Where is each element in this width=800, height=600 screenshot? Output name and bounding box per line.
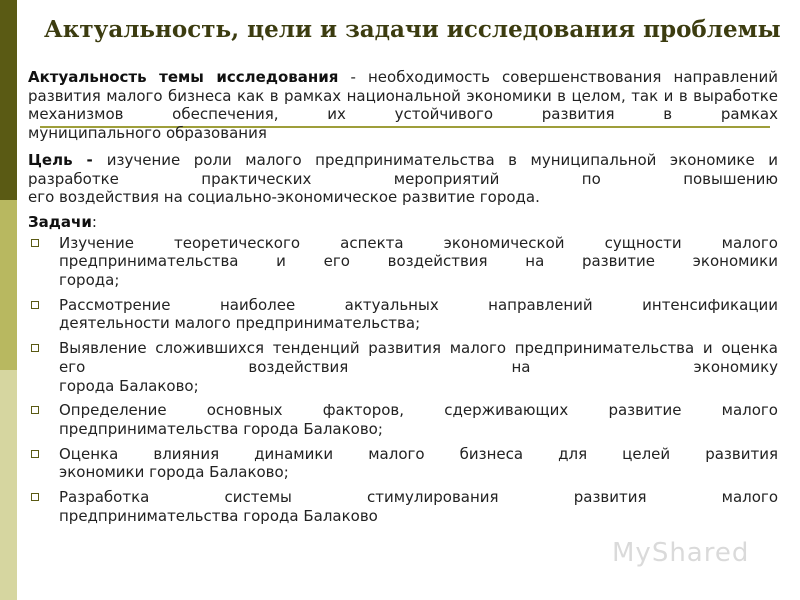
goal-paragraph — [28, 151, 778, 207]
actuality-lead: Актуальность темы исследования — [28, 68, 339, 86]
list-item: Выявление сложившихся тенденций развития малого предпринимательства и оценка его воздействия на экономику города Балаково; — [28, 339, 778, 395]
list-item: Оценка влияния динамики малого бизнеса для целей развития экономики города Балаково; — [28, 445, 778, 482]
square-bullet-icon — [31, 406, 39, 414]
side-stripe-dark — [0, 0, 17, 200]
tasks-heading: Задачи: — [28, 212, 97, 231]
square-bullet-icon — [31, 450, 39, 458]
watermark-logo: MyShared — [612, 538, 750, 568]
list-item: Определение основных факторов, сдерживающих развитие малого предпринимательства города Балаково; — [28, 401, 778, 438]
side-stripe-mid — [0, 200, 17, 370]
square-bullet-icon — [31, 344, 39, 352]
actuality-separator: - — [338, 68, 368, 86]
square-bullet-icon — [31, 493, 39, 501]
actuality-paragraph — [28, 68, 778, 143]
list-item: Разработка системы стимулирования развития малого предпринимательства города Балаково — [28, 488, 778, 525]
actuality-text-end: муниципального образования — [28, 124, 267, 143]
goal-lead: Цель - — [28, 150, 107, 169]
goal-text: изучение роли малого предпринимательства в муниципальной экономике и разработке практических мероприятий по повышению — [28, 150, 778, 188]
square-bullet-icon — [31, 239, 39, 247]
slide-title: Актуальность, цели и задачи исследования проблемы — [44, 16, 781, 43]
list-item: Изучение теоретического аспекта экономической сущности малого предпринимательства и его воздействия на развитие экономики города; — [28, 234, 778, 290]
tasks-list — [28, 234, 778, 526]
list-item: Рассмотрение наиболее актуальных направлений интенсификации деятельности малого предпринимательства; — [28, 296, 778, 333]
slide-body — [28, 68, 778, 525]
goal-text-end: его воздействия на социально-экономическое развитие города. — [28, 188, 540, 207]
actuality-text: необходимость совершенствования направлений развития малого бизнеса как в рамках национальной экономики в целом, так и в выработке механизмов обеспечения, их устойчивого развития в рамках — [28, 68, 778, 124]
side-stripe-light — [0, 370, 17, 600]
square-bullet-icon — [31, 301, 39, 309]
